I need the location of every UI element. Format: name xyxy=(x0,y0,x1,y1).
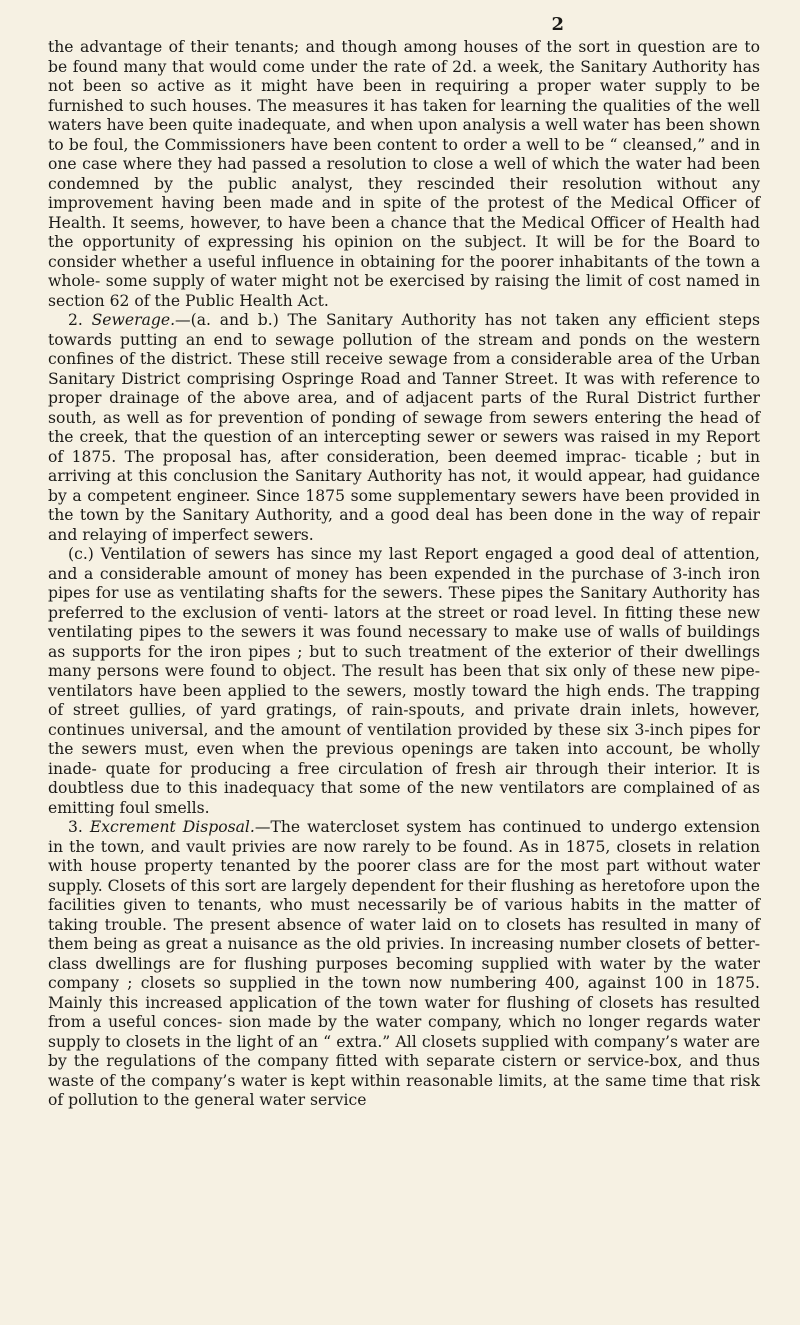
paragraph-water-supply: the advantage of their tenants; and though among houses of the sort in question are to be found many that would come under the rate of 2d. a week, the Sanitary Authority has not been so active as it might have been in requiring a proper water supply to be furnished to such houses. The measures it has taken for learning the qualities of the well waters have been quite inadequate, and when upon analysis a well water has been shown to be foul, the Commissioners have been content to order a well to be “ cleansed,” and in one case where they had passed a resolution to close a well of which the water had been condemned by the public analyst, they rescinded their resolution without any improvement having been made and in spite of the protest of the Medical Officer of Health. It seems, however, to have been a chance that the Medical Officer of Health had the opportunity of expressing his opinion on the subject. It will be for the Board to consider whether a useful influence in obtaining for the poorer inhabitants of the town a whole- some supply of water might not be exercised by raising the limit of cost named in section 62 of the Public Health Act. xyxy=(48,38,760,310)
section-number: 2. xyxy=(68,311,92,329)
page-number: 2 xyxy=(551,14,564,35)
paragraph-sewerage xyxy=(48,311,760,545)
paragraph-sewerage-body: —(a. and b.) The Sanitary Authority has not taken any efficient steps towards putting an end to sewage pollution of the stream and ponds on the western confines of the district. These still receive sewage from a considerable area of the Urban Sanitary District comprising Ospringe Road and Tanner Street. It was with reference to proper drainage of the above area, and of adjacent parts of the Rural District further south, as well as for prevention of ponding of sewage from sewers entering the head of the creek, that the question of an intercepting sewer or sewers was raised in my Report of 1875. The proposal has, after consideration, been deemed imprac- ticable ; but in arriving at this conclusion the Sanitary Authority has not, it would appear, had guidance by a competent engineer. Since 1875 some supplementary sewers have been provided in the town by the Sanitary Authority, and a good deal has been done in the way of repair and relaying of imperfect sewers. xyxy=(48,311,760,544)
section-number: 3. xyxy=(68,818,90,836)
section-heading-excrement-disposal: Excrement Disposal. xyxy=(89,818,255,836)
section-heading-sewerage: Sewerage. xyxy=(91,311,176,329)
paragraph-excrement-disposal-body: —The watercloset system has continued to undergo extension in the town, and vault privies are now rarely to be found. As in 1875, closets in relation with house property tenanted by the poorer class are for the most part without water supply. Closets of this sort are largely dependent for their flushing as heretofore upon the facilities given to tenants, who must necessarily be of various habits in the matter of taking trouble. The present absence of water laid on to closets has resulted in many of them being as great a nuisance as the old privies. In increasing number closets of better-class dwellings are for flushing purposes becoming supplied with water by the water company ; closets so supplied in the town now numbering 400, against 100 in 1875. Mainly this increased application of the town water for flushing of closets has resulted from a useful conces- sion made by the water company, which no longer regards water supply to closets in the light of an “ extra.” All closets supplied with company’s water are by the regulations of the company fitted with separate cistern or service-box, and thus waste of the company’s water is kept within reasonable limits, at the same time that risk of pollution to the general water service xyxy=(48,818,761,1109)
paragraph-excrement-disposal xyxy=(48,818,760,1111)
paragraph-ventilation: (c.) Ventilation of sewers has since my last Report engaged a good deal of attention, and a considerable amount of money has been expended in the purchase of 3-inch iron pipes for use as ventilating shafts for the sewers. These pipes the Sanitary Authority has preferred to the exclusion of venti- lators at the street or road level. In fitting these new ventilating pipes to the sewers it was found necessary to make use of walls of buildings as supports for the iron pipes ; but to such treatment of the exterior of their dwellings many persons were found to object. The result has been that six only of these new pipe-ventilators have been applied to the sewers, mostly toward the high ends. The trapping of street gullies, of yard gratings, of rain-spouts, and private drain inlets, however, continues universal, and the amount of ventilation provided by these six 3-inch pipes for the sewers must, even when the previous openings are taken into account, be wholly inade- quate for producing a free circulation of fresh air through their interior. It is doubtless due to this inadequacy that some of the new ventilators are complained of as emitting foul smells. xyxy=(48,545,760,817)
